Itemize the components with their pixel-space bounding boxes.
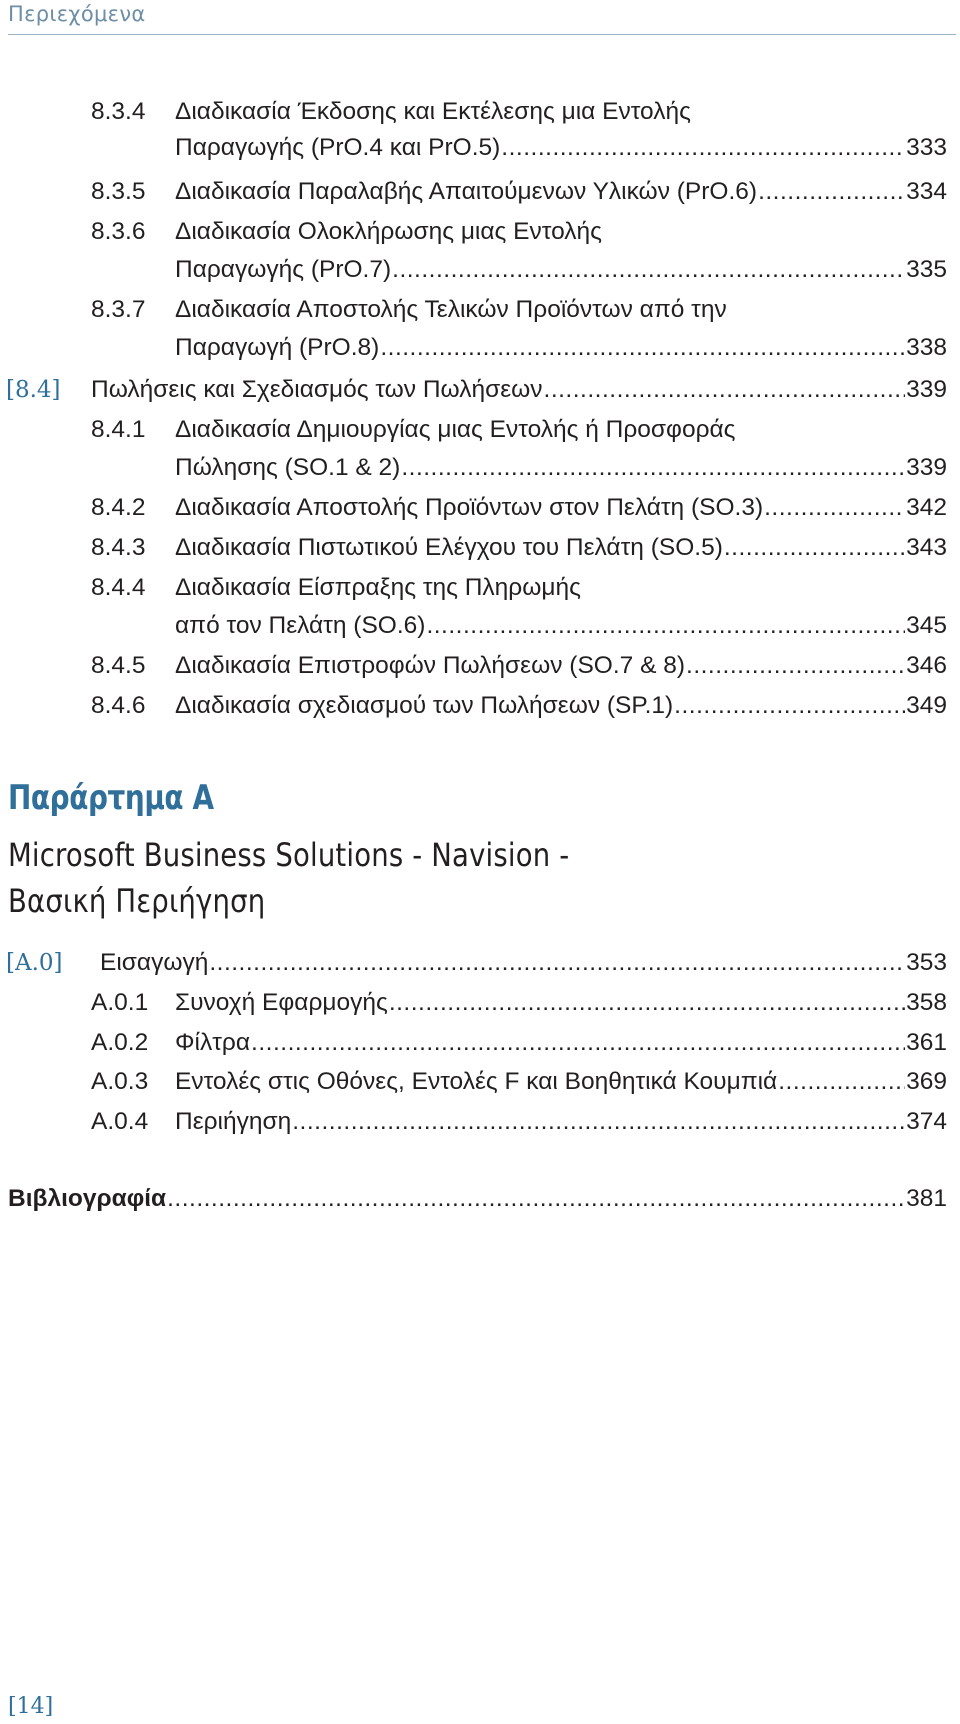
section-page-number: 339 <box>906 376 947 403</box>
entry-number: 8.4.1 <box>91 416 146 443</box>
entry-page-number: 374 <box>906 1108 947 1135</box>
dot-leader <box>674 692 905 720</box>
header-rule <box>8 34 956 35</box>
entry-number: A.0.1 <box>91 989 149 1016</box>
section-title: Εισαγωγή <box>100 949 209 976</box>
dot-leader <box>209 949 905 977</box>
entry-title: Φίλτρα <box>175 1029 251 1056</box>
entry-title: Διαδικασία σχεδιασμού των Πωλήσεων (SP.1) <box>175 692 674 719</box>
dot-leader <box>764 494 905 522</box>
entry-page-number: 333 <box>906 134 947 161</box>
entry-number: 8.3.6 <box>91 218 146 245</box>
entry-page-number: 361 <box>906 1029 947 1056</box>
entry-title-last-line: Παραγωγής (PrO.4 και PrO.5) <box>175 134 501 161</box>
dot-leader <box>392 256 905 284</box>
entry-page-number: 358 <box>906 989 947 1016</box>
entry-number: 8.3.5 <box>91 178 146 205</box>
dot-leader <box>724 534 905 562</box>
entry-title-line: Διαδικασία Ολοκλήρωσης μιας Εντολής <box>175 218 602 245</box>
section-marker: [A.0] <box>6 950 63 976</box>
entry-page-number: 342 <box>906 494 947 521</box>
entry-title-line: Διαδικασία Είσπραξης της Πληρωμής <box>175 574 581 601</box>
entry-number: A.0.4 <box>91 1108 149 1135</box>
entry-number: 8.3.7 <box>91 296 146 323</box>
dot-leader <box>389 989 905 1017</box>
dot-leader <box>426 612 905 640</box>
bibliography-title: Βιβλιογραφία <box>8 1185 167 1212</box>
dot-leader <box>167 1185 905 1213</box>
entry-title: Εντολές στις Οθόνες, Εντολές F και Βοηθητικά Κουμπιά <box>175 1068 778 1095</box>
dot-leader <box>292 1108 905 1136</box>
entry-number: 8.4.5 <box>91 652 146 679</box>
entry-page-number: 349 <box>906 692 947 719</box>
entry-title: Διαδικασία Πιστωτικού Ελέγχου του Πελάτη (SO.5) <box>175 534 723 561</box>
dot-leader <box>758 178 905 206</box>
entry-title: Περιήγηση <box>175 1108 292 1135</box>
dot-leader <box>544 376 906 404</box>
entry-title-last-line: από τον Πελάτη (SO.6) <box>175 612 426 639</box>
appendix-subtitle-line-2: Βασική Περιήγηση <box>8 882 266 920</box>
page-folio: [14] <box>8 1694 54 1719</box>
dot-leader <box>778 1068 905 1096</box>
entry-title-last-line: Παραγωγή (PrO.8) <box>175 334 380 361</box>
entry-number: A.0.3 <box>91 1068 149 1095</box>
entry-page-number: 369 <box>906 1068 947 1095</box>
entry-page-number: 346 <box>906 652 947 679</box>
entry-title-last-line: Παραγωγής (PrO.7) <box>175 256 392 283</box>
entry-number: 8.3.4 <box>91 98 146 125</box>
entry-number: 8.4.2 <box>91 494 146 521</box>
section-title: Πωλήσεις και Σχεδιασμός των Πωλήσεων <box>91 376 543 403</box>
appendix-title: Παράρτημα A <box>8 778 214 818</box>
entry-title-line: Διαδικασία Έκδοσης και Εκτέλεσης μια Εντολής <box>175 98 691 125</box>
section-marker: [8.4] <box>6 377 61 403</box>
entry-page-number: 334 <box>906 178 947 205</box>
entry-title-last-line: Πώλησης (SO.1 & 2) <box>175 454 401 481</box>
entry-number: 8.4.6 <box>91 692 146 719</box>
entry-page-number: 338 <box>906 334 947 361</box>
entry-number: A.0.2 <box>91 1029 149 1056</box>
dot-leader <box>251 1029 905 1057</box>
dot-leader <box>380 334 905 362</box>
entry-title: Συνοχή Εφαρμογής <box>175 989 388 1016</box>
entry-title: Διαδικασία Επιστροφών Πωλήσεων (SO.7 & 8) <box>175 652 686 679</box>
entry-page-number: 345 <box>906 612 947 639</box>
entry-title-line: Διαδικασία Αποστολής Τελικών Προϊόντων από την <box>175 296 727 323</box>
entry-page-number: 343 <box>906 534 947 561</box>
entry-title: Διαδικασία Αποστολής Προϊόντων στον Πελάτη (SO.3) <box>175 494 764 521</box>
bibliography-page-number: 381 <box>906 1185 947 1212</box>
dot-leader <box>501 134 905 162</box>
running-head: Περιεχόμενα <box>8 2 146 26</box>
section-page-number: 353 <box>906 949 947 976</box>
toc-bibliography[interactable] <box>8 1185 947 1213</box>
entry-page-number: 335 <box>906 256 947 283</box>
entry-number: 8.4.4 <box>91 574 146 601</box>
dot-leader <box>686 652 905 680</box>
entry-title: Διαδικασία Παραλαβής Απαιτούμενων Υλικών (PrO.6) <box>175 178 758 205</box>
entry-page-number: 339 <box>906 454 947 481</box>
entry-title-line: Διαδικασία Δημιουργίας μιας Εντολής ή Προσφοράς <box>175 416 736 443</box>
appendix-subtitle-line-1: Microsoft Business Solutions - Navision - <box>8 836 570 874</box>
dot-leader <box>401 454 905 482</box>
entry-number: 8.4.3 <box>91 534 146 561</box>
